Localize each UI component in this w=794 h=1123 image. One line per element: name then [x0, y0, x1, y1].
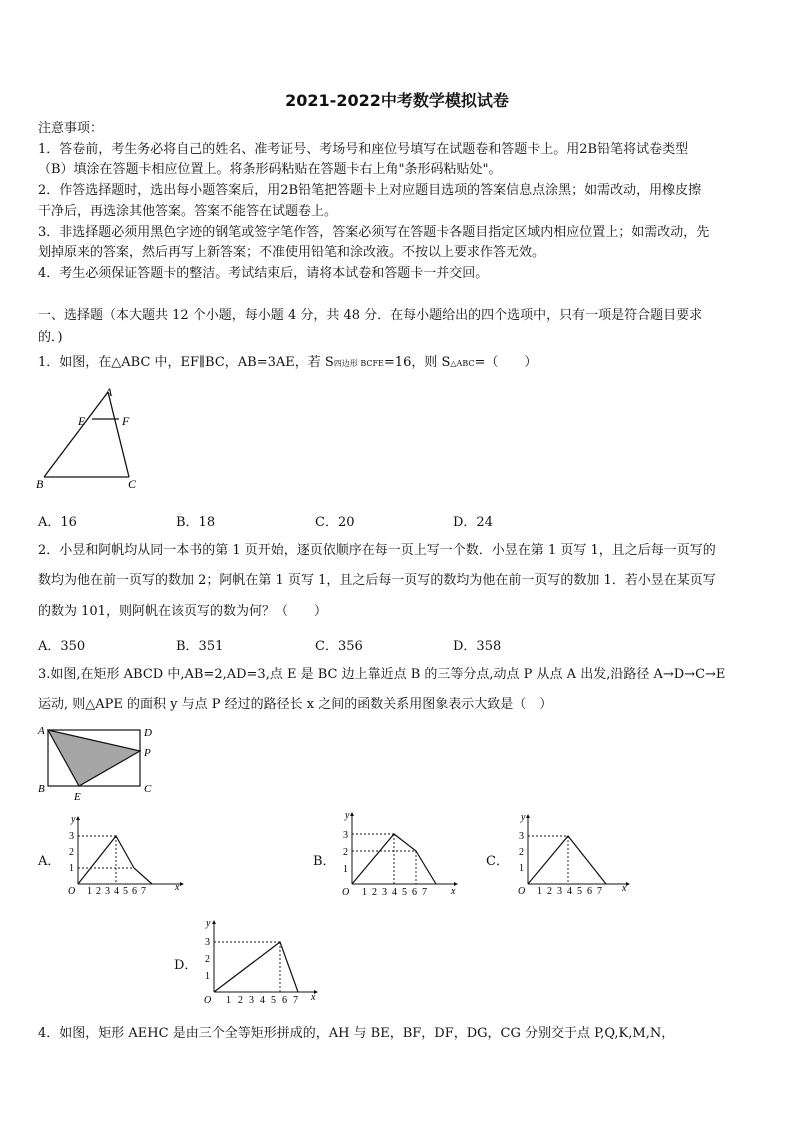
- page-title: 2021-2022中考数学模拟试卷: [285, 91, 509, 110]
- question-1-stem: 1．如图，在△ABC 中，EF∥BC，AB=3AE，若 S四边形 BCFE=16，则 S△ABC=（ ）: [38, 355, 538, 370]
- x-axis-label: x: [175, 882, 180, 893]
- y-tick: 2: [205, 954, 210, 965]
- q2-option-a[interactable]: A．350: [38, 639, 86, 654]
- q1-option-c[interactable]: C．20: [315, 515, 355, 530]
- graph-option-a: [62, 812, 188, 900]
- y-tick: 1: [205, 971, 210, 982]
- question-2-line: 数均为他在前一页写的数加 2；阿帆在第 1 页写 1，且之后每一页写的数均为他在前一页写的数加 1．若小昱在某页写: [38, 573, 716, 588]
- graph-a-axes: [76, 816, 184, 886]
- x-tick: 1: [226, 995, 231, 1006]
- x-tick: 6: [412, 887, 417, 898]
- q1-option-a[interactable]: A．16: [38, 515, 77, 530]
- x-tick: 7: [422, 887, 427, 898]
- question-3-line: 运动, 则△APE 的面积 y 与点 P 经过的路径长 x 之间的函数关系用图象表示大致是（ ）: [38, 697, 553, 712]
- q1-option-b[interactable]: B．18: [176, 515, 216, 530]
- graph-option-c: [510, 812, 636, 900]
- rect-a-label: A: [38, 725, 45, 737]
- notice-heading: 注意事项：: [38, 121, 104, 136]
- q2-option-d[interactable]: D．358: [453, 639, 502, 654]
- y-tick: 3: [205, 937, 210, 948]
- q3-option-c[interactable]: C．: [486, 854, 509, 869]
- x-tick: 6: [282, 995, 287, 1006]
- x-tick: 4: [114, 886, 119, 897]
- x-tick: 2: [547, 886, 552, 897]
- notice-line: 3．非选择题必须用黑色字迹的钢笔或签字笔作答，答案必须写在答题卡各题目指定区域内相应位置上；如需改动，先: [38, 225, 710, 240]
- x-tick: 3: [557, 886, 562, 897]
- x-tick: 4: [392, 887, 397, 898]
- y-tick: 1: [69, 863, 74, 874]
- x-tick: 4: [567, 886, 572, 897]
- x-tick: 6: [587, 886, 592, 897]
- notice-line: 干净后，再选涂其他答案。答案不能答在试题卷上。: [38, 204, 338, 219]
- rectangle-figure: [34, 720, 164, 806]
- graph-option-b: [334, 806, 464, 902]
- x-tick: 3: [249, 995, 254, 1006]
- x-tick: 1: [87, 886, 92, 897]
- rect-e-label: E: [74, 791, 81, 803]
- question-2-line: 的数为 101，则阿帆在该页写的数为何？（ ）: [38, 604, 327, 619]
- y-tick: 1: [519, 863, 524, 874]
- y-axis-label: y: [345, 810, 350, 821]
- origin-label: O: [204, 995, 212, 1006]
- x-tick: 5: [271, 995, 276, 1006]
- x-tick: 2: [372, 887, 377, 898]
- x-tick: 5: [402, 887, 407, 898]
- graph-d-curve: [214, 942, 298, 992]
- notice-line: 划掉原来的答案，然后再写上新答案；不准使用铅笔和涂改液。不按以上要求作答无效。: [38, 245, 546, 260]
- notice-line: （B）填涂在答题卡相应位置上。将条形码粘贴在答题卡右上角"条形码粘贴处"。: [38, 162, 502, 177]
- y-tick: 2: [519, 847, 524, 858]
- point-e-label: E: [78, 414, 86, 428]
- origin-label: O: [518, 886, 526, 897]
- x-tick: 2: [238, 995, 243, 1006]
- question-4-line: 4．如图，矩形 AEHC 是由三个全等矩形拼成的，AH 与 BE，BF，DF，DG，CG 分别交于点 P,Q,K,M,N，: [38, 1026, 675, 1041]
- point-f-label: F: [122, 414, 130, 428]
- origin-label: O: [342, 887, 350, 898]
- rect-p-label: P: [144, 747, 151, 759]
- y-tick: 2: [69, 847, 74, 858]
- notice-line: 2．作答选择题时，选出每小题答案后，用2B铅笔把答题卡上对应题目选项的答案信息点涂黑；如需改动，用橡皮擦: [38, 183, 702, 198]
- vertex-a-label: A: [105, 385, 113, 399]
- vertex-b-label: B: [36, 477, 44, 491]
- triangle-figure: [30, 384, 150, 494]
- notice-line: 4．考生必须保证答题卡的整洁。考试结束后，请将本试卷和答题卡一并交回。: [38, 266, 489, 281]
- y-tick: 3: [519, 831, 524, 842]
- x-tick: 2: [96, 886, 101, 897]
- x-tick: 7: [293, 995, 298, 1006]
- x-tick: 3: [105, 886, 110, 897]
- q2-option-c[interactable]: C．356: [315, 639, 363, 654]
- x-tick: 1: [362, 887, 367, 898]
- q3-option-d[interactable]: D．: [174, 958, 198, 973]
- q3-option-b[interactable]: B．: [313, 854, 336, 869]
- graph-a-curve: [78, 836, 152, 884]
- vertex-c-label: C: [128, 477, 137, 491]
- rect-b-label: B: [38, 783, 45, 795]
- section-heading-cont: 的．): [38, 330, 63, 345]
- x-tick: 4: [260, 995, 265, 1006]
- x-tick: 5: [123, 886, 128, 897]
- question-2-line: 2．小昱和阿帆均从同一本书的第 1 页开始，逐页依顺序在每一页上写一个数．小昱在第 1 页写 1，且之后每一页写的: [38, 543, 716, 558]
- question-3-line: 3.如图,在矩形 ABCD 中,AB=2,AD=3,点 E 是 BC 边上靠近点 B 的三等分点,动点 P 从点 A 出发,沿路径 A→D→C→E: [38, 667, 726, 682]
- y-axis-label: y: [71, 814, 76, 825]
- x-axis-label: x: [622, 883, 627, 894]
- y-tick: 1: [343, 864, 348, 875]
- x-tick: 5: [577, 886, 582, 897]
- q2-option-b[interactable]: B．351: [176, 639, 224, 654]
- y-tick: 3: [69, 831, 74, 842]
- x-tick: 3: [382, 887, 387, 898]
- y-tick: 2: [343, 847, 348, 858]
- graph-c-curve: [528, 836, 606, 884]
- x-axis-label: x: [451, 886, 456, 897]
- x-tick: 7: [141, 886, 146, 897]
- origin-label: O: [68, 886, 76, 897]
- y-tick: 3: [343, 830, 348, 841]
- x-axis-label: x: [311, 992, 316, 1003]
- triangle-ape-shaded: [48, 730, 140, 786]
- y-axis-label: y: [521, 812, 526, 823]
- rect-d-label: D: [144, 727, 152, 739]
- rect-c-label: C: [144, 783, 152, 795]
- q3-option-a[interactable]: A．: [38, 854, 61, 869]
- x-tick: 6: [132, 886, 137, 897]
- q1-option-d[interactable]: D．24: [453, 515, 493, 530]
- y-axis-label: y: [206, 918, 211, 929]
- section-heading: 一、选择题（本大题共 12 个小题，每小题 4 分，共 48 分．在每小题给出的四个选项中，只有一项是符合题目要求: [38, 308, 703, 323]
- x-tick: 1: [537, 886, 542, 897]
- x-tick: 7: [597, 886, 602, 897]
- graph-option-d: [196, 914, 326, 1006]
- notice-line: 1．答卷前，考生务必将自己的姓名、准考证号、考场号和座位号填写在试题卷和答题卡上。用2B铅笔将试卷类型: [38, 142, 689, 157]
